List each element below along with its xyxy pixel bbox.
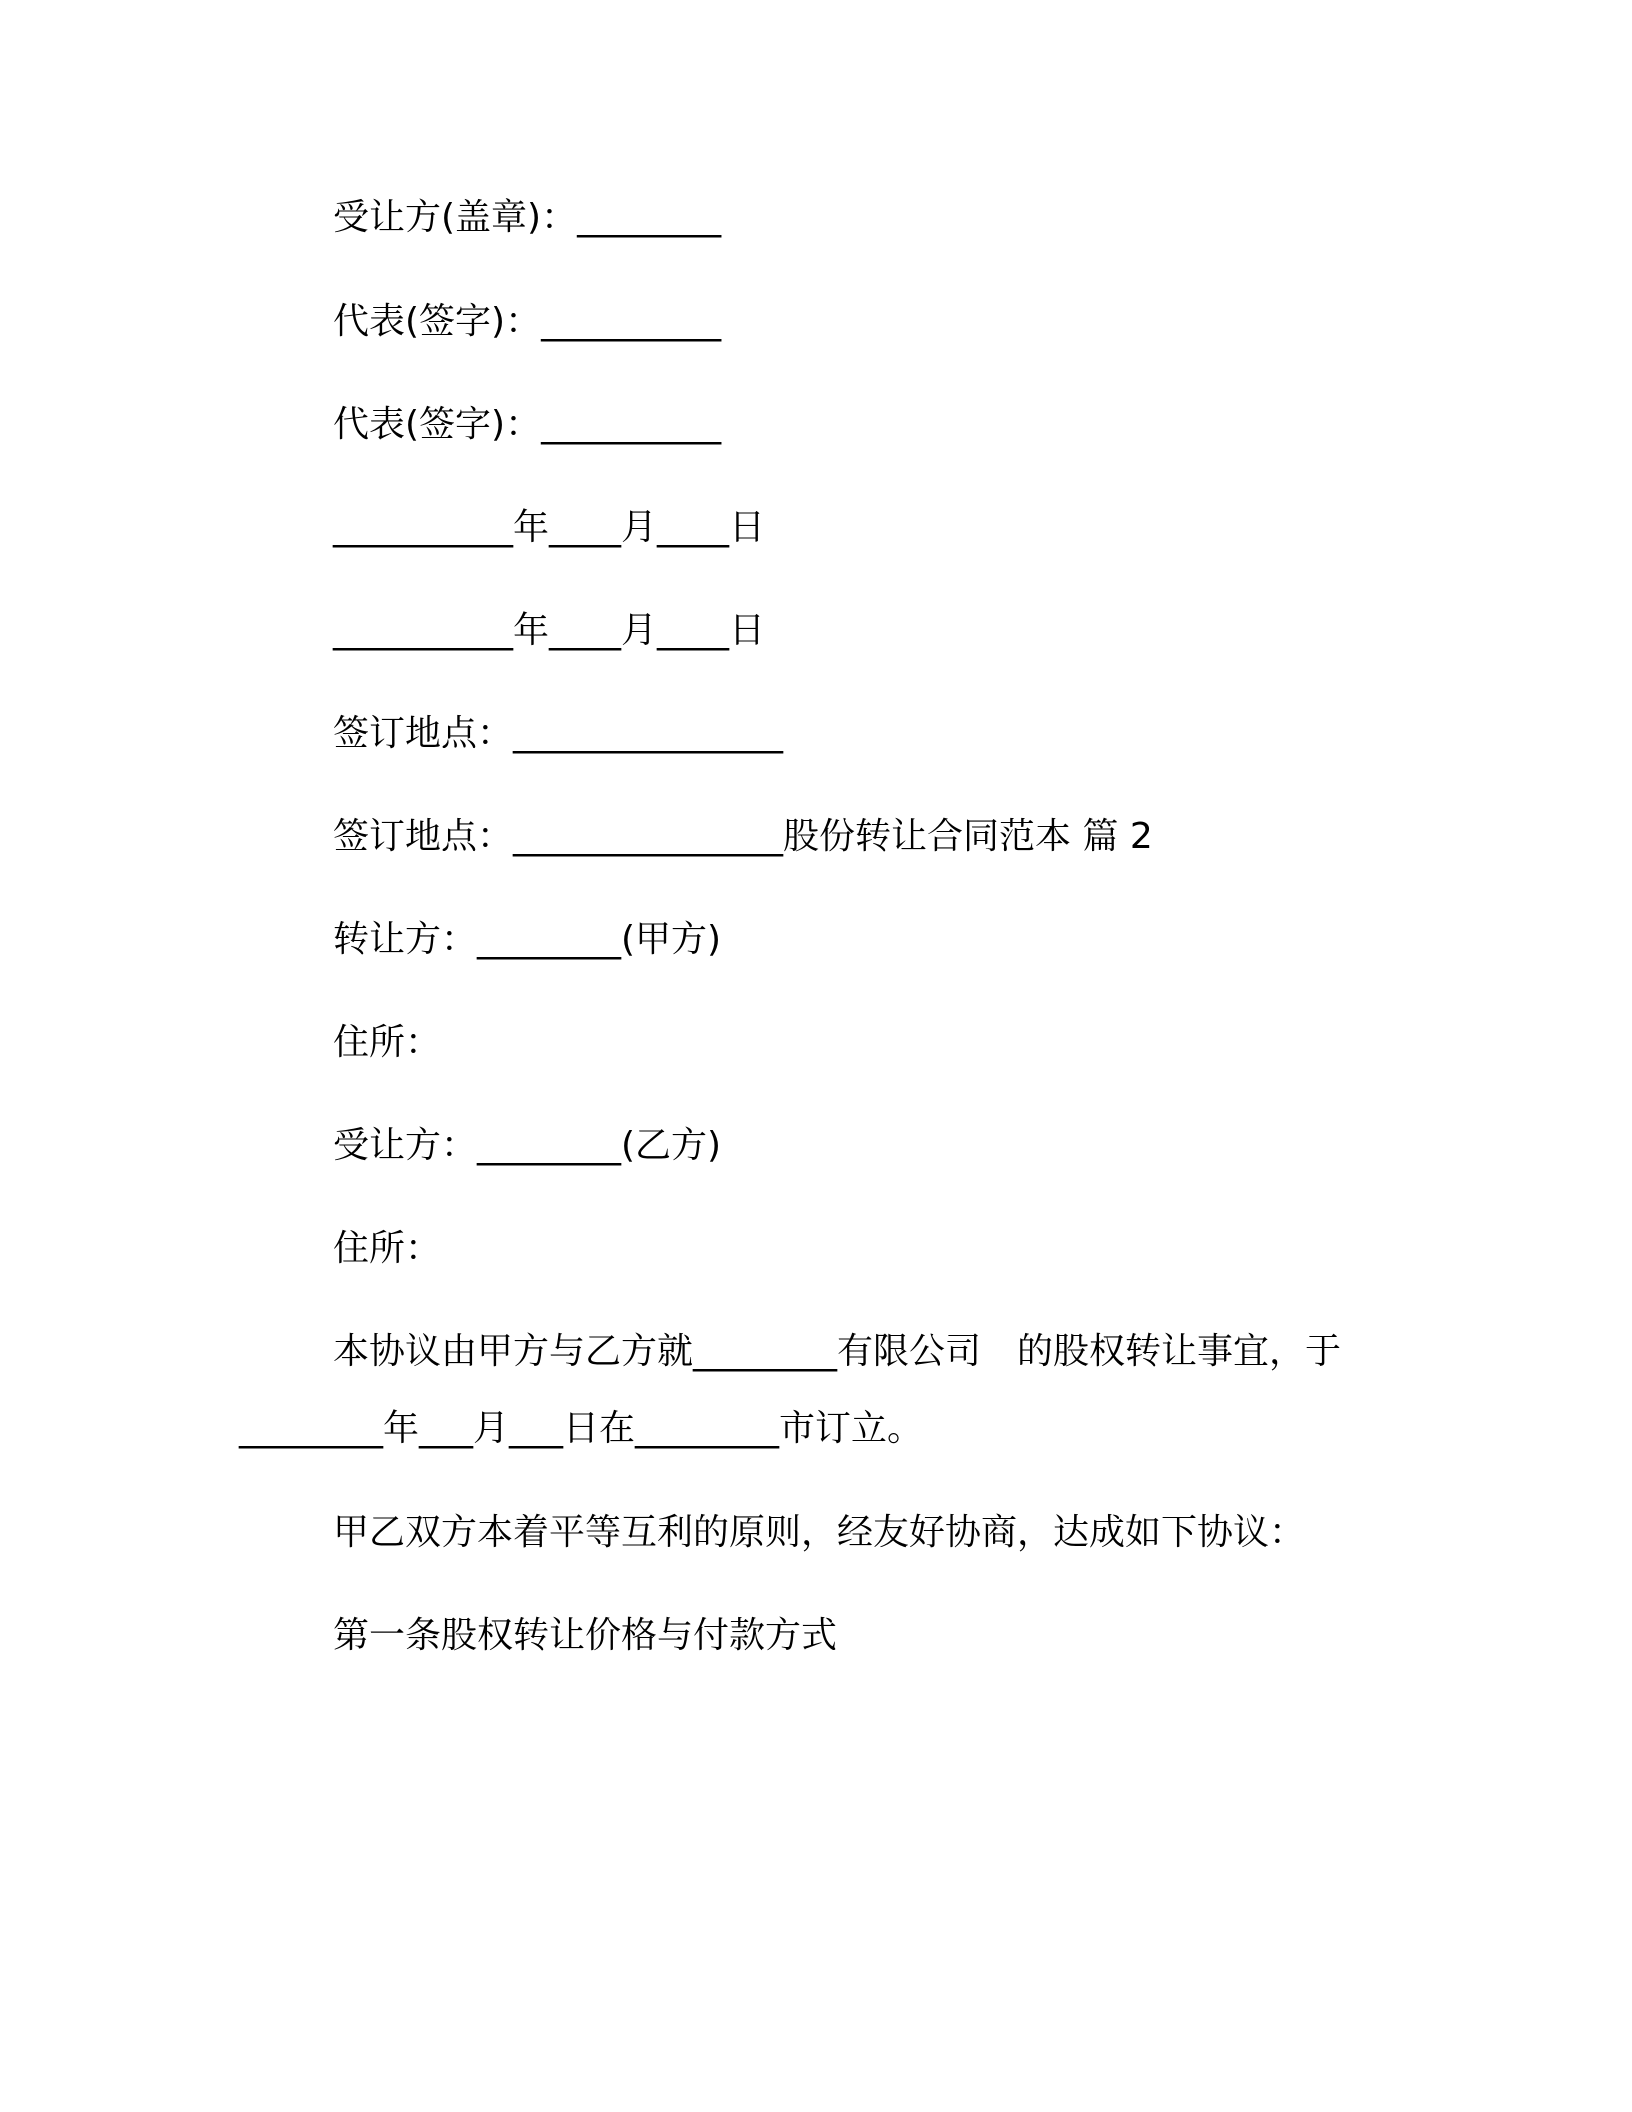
agreement-intro-line-1: 本协议由甲方与乙方就________有限公司 的股权转让事宜，于 xyxy=(333,1331,1342,1372)
signing-place-line-1: 签订地点：_______________ xyxy=(333,713,784,754)
transferee-address-line: 住所： xyxy=(333,1228,442,1269)
date-line-2: __________年____月____日 xyxy=(333,610,765,651)
date-line-1: __________年____月____日 xyxy=(333,507,765,548)
representative-signature-line-2: 代表(签字)：__________ xyxy=(333,404,722,445)
transferor-line: 转让方：________(甲方) xyxy=(333,919,722,960)
assignee-seal-line: 受让方(盖章)：________ xyxy=(333,197,722,238)
transferor-address-line: 住所： xyxy=(333,1022,442,1063)
signing-place-section-title-line: 签订地点：_______________股份转让合同范本 篇 2 xyxy=(333,816,1153,857)
agreement-intro-line-2: ________年___月___日在________市订立。 xyxy=(239,1408,924,1449)
representative-signature-line-1: 代表(签字)：__________ xyxy=(333,301,722,342)
agreement-principle-line: 甲乙双方本着平等互利的原则，经友好协商，达成如下协议： xyxy=(333,1512,1306,1553)
transferee-line: 受让方：________(乙方) xyxy=(333,1125,722,1166)
article-one-heading: 第一条股权转让价格与付款方式 xyxy=(333,1615,838,1656)
